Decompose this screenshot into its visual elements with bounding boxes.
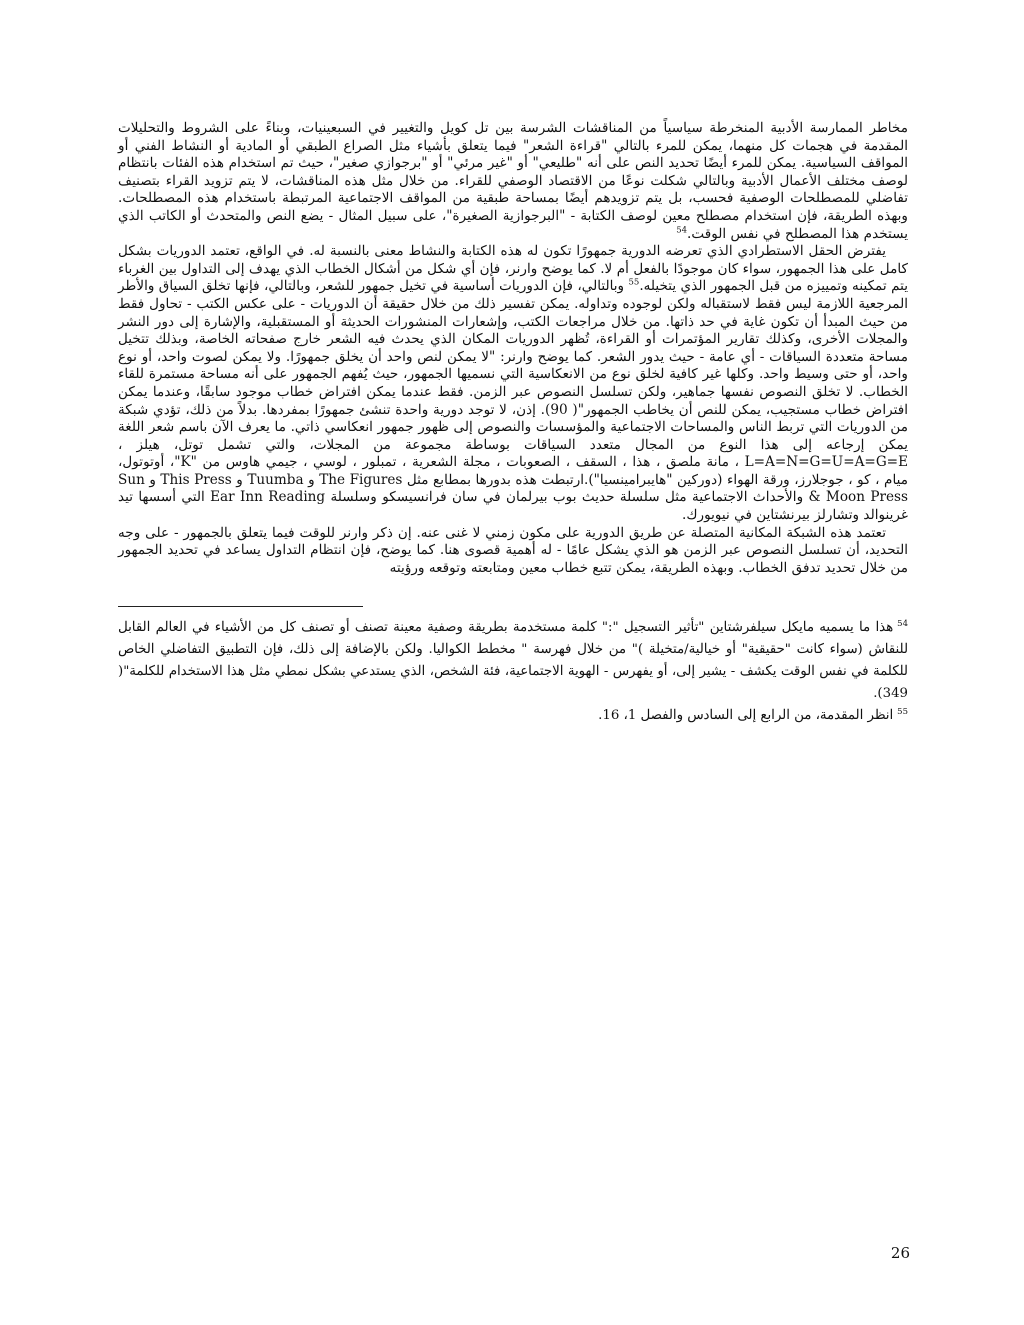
footnote-54 <box>118 617 908 705</box>
footnote-number: 55 <box>897 706 908 717</box>
paragraph-2-text-e: و <box>303 471 320 488</box>
paragraph-2-text-h: والأحداث الاجتماعية مثل سلسلة حديث بوب بيرلمان في سان فرانسيسكو وسلسلة <box>325 489 809 506</box>
paragraph-3-text: تعتمد هذه الشبكة المكانية المتصلة عن طريق الدورية على مكون زمني لا غنى عنه. إن ذكر وارنر للوقت فيما يتعلق بالجمهور - على وجه التحديد، أن تسلسل النصوص عبر الزمن هو الذي يشكل عامًا - له أهمية قصوى هنا. كما يوضح، فإن انتظام التداول يساعد في تحديد الجمهور من خلال تحديد تدفق الخطاب. وبهذه الطريقة، يمكن تتبع خطاب معين ومتابعته وتوقعه ورؤيته <box>118 524 908 576</box>
paragraph-2-text-i: التي أسسها تيد غرينوالد وتشارلز بيرنشتاين في نيويورك. <box>118 489 908 524</box>
press-name-tuumba: Tuumba <box>247 471 304 488</box>
paragraph-2-text-f: و <box>231 471 248 488</box>
series-name-ear-inn: Ear Inn Reading <box>210 489 326 506</box>
footnote-number: 54 <box>897 618 908 629</box>
footnotes <box>118 617 908 727</box>
footnote-text: انظر المقدمة، من الرابع إلى السادس والفصل 1، 16. <box>598 708 894 723</box>
footnote-separator <box>118 606 363 607</box>
press-name-sun-moon: Sun & Moon Press <box>118 471 908 506</box>
paragraph-1-text: مخاطر الممارسة الأدبية المنخرطة سياسياً من المناقشات الشرسة بين تل كويل والتغيير في السبعينيات، وبناءً على الشروط والتحليلات المقدمة في هجمات كل منهما، يمكن للمرء بالتالي "قراءة الشعر" فيما يتعلق بأشياء مثل الصراع الطبقي أو المادية أو النشاط الفني أو المواقف السياسية. يمكن للمرء أيضًا تحديد النص على أنه "طليعي" أو "غير مرئي" أو "برجوازي صغير"، حيث تم استخدام هذه الفئات بانتظام لوصف مختلف الأعمال الأدبية وبالتالي شكلت نوعًا من الاقتصاد الوصفي للقراء. من خلال مثل هذه المناقشات، لا يتم تزويد القراء بتصنيف تفاضلي للمصطلحات الوصفية فحسب، بل يتم تزويدهم أيضًا بمساحة طبقية من المواقف الاجتماعية المرتبطة باستخدام هذه المصطلحات. وبهذه الطريقة، فإن استخدام مصطلح معين لوصف الكتابة - "البرجوازية الصغيرة"، على سبيل المثال - يضع النص والمتحدث أو الكاتب الذي يستخدم هذا المصطلح في نفس الوقت. <box>118 120 908 242</box>
paragraph-1 <box>118 120 908 243</box>
journal-name-language: L=A=N=G=U=A=G=E <box>744 454 908 471</box>
paragraph-3 <box>118 525 908 578</box>
paragraph-2-text-c: ، مانة ملصق ، هذا ، السقف ، الصعوبات ، مجلة الشعرية ، تمبلور ، لوسي ، جيمي هاوس من " <box>190 454 745 471</box>
paragraph-2-text-d: "، أوتوتول، ميام ، كو ، جوجلارز، ورقة الهواء (دوركين "هايبرامينسيا").ارتبطت هذه بدورها بمطابع مثل <box>118 454 908 488</box>
body-text <box>118 120 908 577</box>
footnote-ref-55[interactable]: 55 <box>628 277 640 288</box>
paragraph-2-text-a: يفترض الحقل الاستطرادي الذي تعرضه الدورية جمهورًا تكون له هذه الكتابة والنشاط معنى بالنسبة له. في الواقع، تعتمد الدوريات بشكل كامل على هذا الجمهور، سواء كان موجودًا بالفعل أم لا. كما يوضح وارنر، فإن أي شكل من أشكال الخطاب الذي يهدف إلى التداول بين الغرباء يتم تمكينه وتمييزه من قبل الجمهور الذي يتخيله. <box>118 243 908 295</box>
footnote-55 <box>118 705 908 727</box>
page-number: 26 <box>890 1244 910 1262</box>
paragraph-2 <box>118 243 908 525</box>
footnote-ref-54[interactable]: 54 <box>676 225 688 236</box>
paragraph-2-text-g: و <box>144 471 161 488</box>
paragraph-2-text-b: وبالتالي، فإن الدوريات أساسية في تخيل جمهور للشعر، وبالتالي، فإنها تخلق السياق والأطر المرجعية اللازمة ليس فقط لاستقباله ولكن لوجوده وتداوله. يمكن تفسير ذلك من خلال حقيقة أن الدوريات - على عكس الكتب - تحاول فقط من حيث المبدأ أن تكون غاية في حد ذاتها. من خلال مراجعات الكتب، وإشعارات المنشورات الحديثة أو المستقبلية، والإشارة إلى دور النشر والمجلات الأخرى، وكذلك تقارير المؤتمرات أو القراءة، تُظهر الدوريات المكان الذي يحدث فيه الشعر خارج صفحاته الخاصة، وبذلك تتخيل مساحة متعددة السياقات - أي عامة - حيث يدور الشعر. كما يوضح وارنر: "لا يمكن لنص واحد أن يخلق جمهورًا. ولا يمكن لصوت واحد، أو نوع واحد، أو حتى وسيط واحد. وكلها غير كافية لخلق نوع من الانعكاسية التي نسميها الجمهور، حيث يُفهم الجمهور على أنه مساحة مستمرة للقاء الخطاب. لا تخلق النصوص نفسها جماهير، ولكن تسلسل النصوص عبر الزمن. فقط عندما يمكن افتراض خطاب موجود سابقًا، وعندما يمكن افتراض خطاب مستجيب، يمكن للنص أن يخاطب الجمهور"( 90). إذن، لا توجد دورية واحدة تنشئ جمهورًا بمفردها. بدلاً من ذلك، تؤدي شبكة من الدوريات التي تربط الناس والمساحات الاجتماعية والمؤسسات والنصوص إلى ظهور جمهور انعكاسي ذاتي. ما يعرف الآن باسم شعر اللغة يمكن إرجاعه إلى هذا النوع من المجال متعدد السياقات بوساطة مجموعة من المجلات، والتي تشمل توتل، هيلز ، <box>118 278 909 453</box>
footnote-text: هذا ما يسميه مايكل سيلفرشتاين "تأثير التسجيل ":" كلمة مستخدمة بطريقة وصفية معينة تصنف أو تصنف كل من الأشياء في العالم القابل للنقاش (سواء كانت "حقيقية" أو خيالية/متخيلة )" من خلال فهرسة " مخطط الكواليا. ولكن بالإضافة إلى ذلك، فإن التطبيق التفاضلي الخاص للكلمة في نفس الوقت يكشف - يشير إلى، أو يفهرس - الهوية الاجتماعية، فئة الشخص، الذي يستدعي بشكل نمطي مثل هذا الاستخدام للكلمة"( 349). <box>118 620 908 701</box>
press-name-the-figures: The Figures <box>319 471 403 488</box>
journal-name-k: K <box>180 454 191 471</box>
press-name-this-press: This Press <box>160 471 232 488</box>
